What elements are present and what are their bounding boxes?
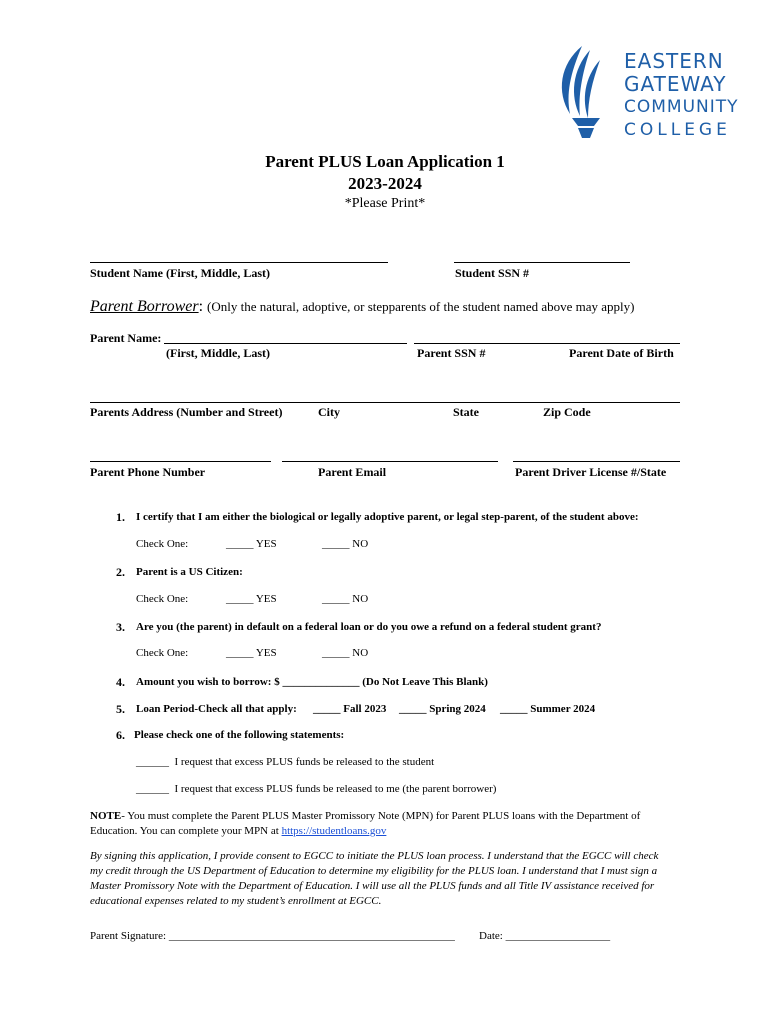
note-label: NOTE bbox=[90, 810, 122, 822]
parent-borrower-heading bbox=[90, 298, 634, 316]
studentloans-link[interactable]: https://studentloans.gov bbox=[281, 825, 387, 837]
q5-text: Loan Period-Check all that apply: bbox=[136, 703, 297, 715]
q6-number: 6. bbox=[116, 728, 125, 742]
print-note: *Please Print* bbox=[344, 196, 426, 211]
parent-borrower-colon: : bbox=[198, 298, 204, 315]
q6-text: Please check one of the following statements: bbox=[134, 729, 345, 741]
parent-zip-label: Zip Code bbox=[543, 405, 591, 419]
q5-summer-option[interactable]: _____ Summer 2024 bbox=[500, 703, 596, 715]
q4-number: 4. bbox=[116, 675, 125, 689]
parent-state-label: State bbox=[453, 405, 479, 419]
q2-yes-option[interactable]: _____ YES bbox=[226, 593, 277, 605]
college-logo bbox=[552, 44, 739, 140]
q3-yes-option[interactable]: _____ YES bbox=[226, 647, 277, 659]
parent-dob-label: Parent Date of Birth bbox=[569, 346, 674, 360]
q3-number: 3. bbox=[116, 620, 125, 634]
q5-number: 5. bbox=[116, 702, 125, 716]
parent-borrower-note: (Only the natural, adoptive, or stepparents of the student named above may apply) bbox=[207, 299, 635, 314]
consent-line-1: By signing this application, I provide consent to EGCC to initiate the PLUS loan process. I understand that the EGCC will check bbox=[90, 850, 659, 862]
torch-flame-icon bbox=[552, 44, 618, 140]
logo-line-community: COMMUNITY bbox=[624, 97, 739, 117]
q2-text: Parent is a US Citizen: bbox=[136, 566, 243, 578]
student-name-line[interactable] bbox=[90, 262, 388, 263]
q5-fall-option[interactable]: _____ Fall 2023 bbox=[313, 703, 387, 715]
logo-line-college: COLLEGE bbox=[624, 120, 731, 140]
parent-signature-field[interactable]: Parent Signature: ____________________________________________________ bbox=[90, 930, 455, 942]
parent-ssn-dob-line[interactable] bbox=[414, 343, 680, 344]
student-ssn-label: Student SSN # bbox=[455, 266, 530, 280]
q4-text[interactable]: Amount you wish to borrow: $ ______________ (Do Not Leave This Blank) bbox=[136, 676, 488, 688]
parent-email-label: Parent Email bbox=[318, 465, 387, 479]
form-title: Parent PLUS Loan Application 1 bbox=[265, 152, 505, 171]
parent-address-label: Parents Address (Number and Street) bbox=[90, 405, 283, 419]
mpn-note bbox=[90, 809, 690, 839]
parent-email-line[interactable] bbox=[282, 461, 498, 462]
student-ssn-line[interactable] bbox=[454, 262, 630, 263]
parent-license-line[interactable] bbox=[513, 461, 680, 462]
parent-phone-line[interactable] bbox=[90, 461, 271, 462]
q6-parent-option[interactable]: ______ I request that excess PLUS funds be released to me (the parent borrower) bbox=[136, 783, 497, 795]
q1-yes-option[interactable]: _____ YES bbox=[226, 538, 277, 550]
q1-text: I certify that I am either the biological or legally adoptive parent, or legal step-parent, of the student above: bbox=[136, 511, 639, 523]
consent-paragraph bbox=[90, 849, 690, 909]
q2-no-option[interactable]: _____ NO bbox=[322, 593, 369, 605]
parent-city-label: City bbox=[318, 405, 340, 419]
parent-phone-label: Parent Phone Number bbox=[90, 465, 206, 479]
q1-number: 1. bbox=[116, 510, 125, 524]
parent-address-line[interactable] bbox=[90, 402, 680, 403]
parent-name-sub-label: (First, Middle, Last) bbox=[166, 346, 270, 360]
form-year: 2023-2024 bbox=[348, 174, 422, 193]
parent-ssn-label: Parent SSN # bbox=[417, 346, 486, 360]
consent-line-4: educational expenses related to my student’s enrollment at EGCC. bbox=[90, 895, 382, 907]
consent-line-2: my credit through the US Department of Education to determine my eligibility for the PLUS loan. I understand that I must sign a bbox=[90, 865, 658, 877]
note-text-2: Education. You can complete your MPN at bbox=[90, 825, 282, 837]
parent-name-label: Parent Name: bbox=[90, 331, 162, 345]
logo-line-gateway: GATEWAY bbox=[624, 72, 727, 96]
consent-line-3: Master Promissory Note with the Department of Education. I will use all the PLUS funds and all Title IV assistance received for bbox=[90, 880, 655, 892]
q2-number: 2. bbox=[116, 565, 125, 579]
q3-no-option[interactable]: _____ NO bbox=[322, 647, 369, 659]
note-text-1: - You must complete the Parent PLUS Master Promissory Note (MPN) for Parent PLUS loans with the Department of bbox=[121, 810, 641, 822]
signature-date-field[interactable]: Date: ___________________ bbox=[479, 930, 611, 942]
q3-text: Are you (the parent) in default on a federal loan or do you owe a refund on a federal student grant? bbox=[136, 621, 602, 633]
q2-check-label: Check One: bbox=[136, 593, 189, 605]
parent-name-line[interactable] bbox=[164, 343, 407, 344]
student-name-label: Student Name (First, Middle, Last) bbox=[90, 266, 270, 280]
q5-spring-option[interactable]: _____ Spring 2024 bbox=[399, 703, 486, 715]
q6-student-option[interactable]: ______ I request that excess PLUS funds be released to the student bbox=[136, 756, 435, 768]
q3-check-label: Check One: bbox=[136, 647, 189, 659]
parent-borrower-title: Parent Borrower bbox=[90, 298, 199, 315]
q1-check-label: Check One: bbox=[136, 538, 189, 550]
logo-line-eastern: EASTERN bbox=[624, 49, 724, 73]
parent-license-label: Parent Driver License #/State bbox=[515, 465, 667, 479]
q1-no-option[interactable]: _____ NO bbox=[322, 538, 369, 550]
